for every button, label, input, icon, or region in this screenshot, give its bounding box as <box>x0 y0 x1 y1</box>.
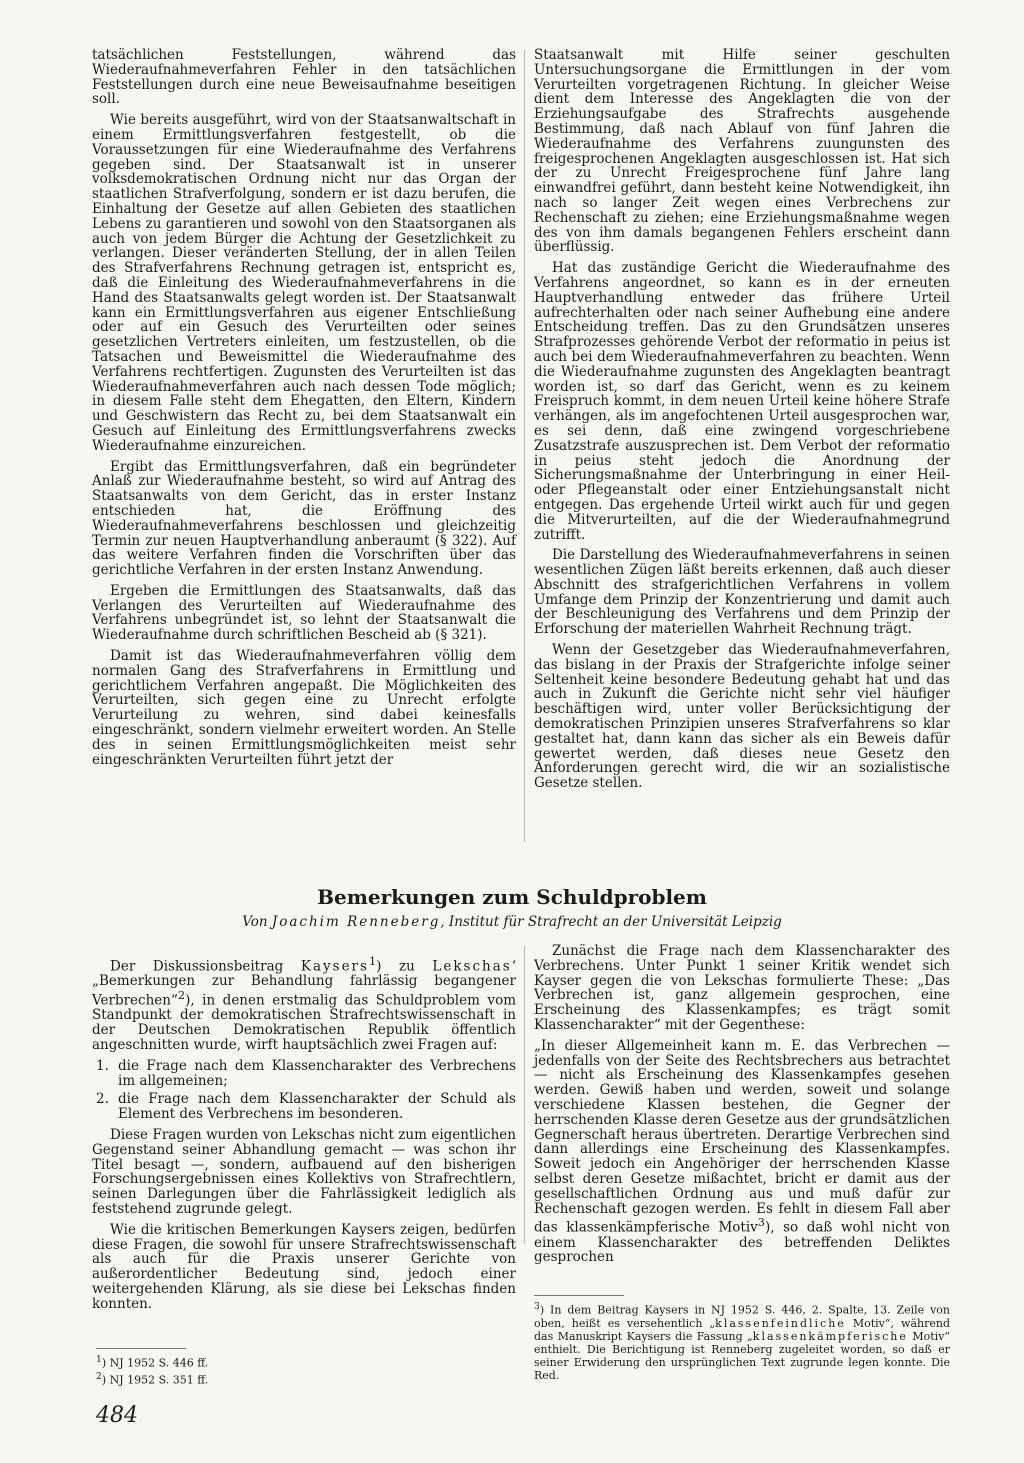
paragraph: Der Diskussionsbeitrag Kaysers$^1$) zu Lekschas‘ „Bemerkungen zur Behandlung fahrlässig begangener Verbrechen“$^2$), in denen erstmalig das Schuldproblem vom Standpunkt der demokratischen Strafrechtswissenschaft in der Deutschen Demokratischen Republik öffentlich angeschnitten wurde, wirft hauptsächlich zwei Fragen auf: <box>92 955 516 1053</box>
footnotes <box>96 1348 396 1386</box>
block-quote: „In dieser Allgemeinheit kann m. E. das Verbrechen — jedenfalls von der Seite des Rechtsbrechers aus betrachtet — nicht als Erscheinung des Klassenkampfes gesehen werden. Gewiß haben und werden, soweit und solange verschiedene Klassen bestehen, die Gegner der herrschenden Klasse deren Gesetze aus der grundsätzlichen Gegnerschaft heraus übertreten. Derartige Verbrechen sind dann allerdings eine Erscheinung des Klassenkampfes. Soweit jedoch ein Angehöriger der herrschenden Klasse selbst deren Gesetze mißachtet, bricht er damit aus der gesellschaftlichen Ordnung aus und muß dafür zur Rechenschaft gezogen werden. Es fehlt in diesem Fall aber das klassenkämpferische Motiv$^3$), so daß wohl nicht von einem Klassencharakter des betreffenden Deliktes gesprochen <box>534 1037 950 1266</box>
article-byline: Von Joachim Renneberg, Institut für Strafrecht an der Universität Leipzig <box>242 914 782 930</box>
paragraph: Hat das zuständige Gericht die Wiederaufnahme des Verfahrens angeordnet, so kann es in der erneuten Hauptverhandlung entweder das frühere Urteil aufrechterhalten oder nach seiner Aufhebung eine andere Entscheidung treffen. Das zu den Grundsätzen unseres Strafprozesses gehörende Verbot der reformatio in peius ist auch bei dem Wiederaufnahmeverfahren zu beachten. Wenn die Wiederaufnahme zugunsten des Angeklagten beantragt worden ist, so darf das Gericht, wenn es zu keinem Freispruch kommt, in dem neuen Urteil keine höhere Strafe verhängen, als im angefochtenen Urteil ausgesprochen war, es sei denn, daß eine zwingend vorgeschriebene Zusatzstrafe auszusprechen ist. Dem Verbot der reformatio in peius steht jedoch die Anordnung der Sicherungsmaßnahme der Unterbringung in einer Heil- oder Pflegeanstalt oder einer Entziehungsanstalt nicht entgegen. Das ergehende Urteil wirkt auch für und gegen die Mitverurteilten, auf die der Wiederaufnahmegrund zutrifft. <box>534 260 950 543</box>
top-left-column <box>92 48 516 773</box>
list-item: 2. die Frage nach dem Klassencharakter der Schuld als Element des Verbrechens im besonderen. <box>96 1091 516 1123</box>
paragraph: Wenn der Gesetzgeber das Wiederaufnahmeverfahren, das bislang in der Praxis der Strafgerichte infolge seiner Seltenheit keine besondere Bedeutung gehabt hat und das auch in Zukunft die Gerichte nicht sehr viel häufiger beschäftigen wird, unter voller Berücksichtigung der demokratischen Prinzipien unseres Strafverfahrens so klar gestaltet hat, dann kann das sicher als ein Beweis dafür gewertet werden, daß dieses neue Gesetz den Anforderungen gerecht wird, die wir an sozialistische Gesetze stellen. <box>534 642 950 792</box>
paragraph: Wie bereits ausgeführt, wird von der Staatsanwaltschaft in einem Ermittlungsverfahren festgestellt, ob die Voraussetzungen für eine Wiederaufnahme des Verfahrens gegeben sind. Der Staatsanwalt ist in unserer volksdemokratischen Ordnung nicht nur das Organ der staatlichen Strafverfolgung, sondern er ist dazu berufen, die Einhaltung der Gesetze auf allen Gebieten des staatlichen Lebens zu garantieren und sowohl von den Staatsorganen als auch von jedem Bürger die Achtung der Gesetzlichkeit zu verlangen. Dieser veränderten Stellung, der in allen Teilen des Strafverfahrens Rechnung getragen ist, entspricht es, daß die Einleitung des Wiederaufnahmeverfahrens in die Hand des Staatsanwalts gelegt worden ist. Der Staatsanwalt kann ein Ermittlungsverfahren aus eigener Entschließung oder auf ein Gesuch des Verurteilten oder seines gesetzlichen Vertreters einleiten, um festzustellen, ob die Tatsachen und Beweismittel die Wiederaufnahme des Verfahrens rechtfertigen. Zugunsten des Verurteilten ist das Wiederaufnahmeverfahren auch nach dessen Tode möglich; in diesem Falle steht dem Ehegatten, den Eltern, Kindern und Geschwistern das Recht zu, bei dem Staatsanwalt ein Gesuch auf Einleitung des Ermittlungsverfahrens zwecks Wiederaufnahme einzureichen. <box>92 112 516 454</box>
numbered-list <box>92 1059 516 1122</box>
article-title: Bemerkungen zum Schuldproblem <box>317 885 707 909</box>
bottom-right-column <box>534 944 950 1271</box>
footnote-ref: 1 <box>368 955 377 968</box>
page-number: 484 <box>96 1403 138 1428</box>
paragraph: Die Darstellung des Wiederaufnahmeverfahrens in seinen wesentlichen Zügen läßt bereits erkennen, daß auch dieser Abschnitt des strafgerichtlichen Verfahrens in vollem Umfange dem Prinzip der Konzentrierung und damit auch der Beschleunigung des Verfahrens und dem Prinzip der Erforschung der materiellen Wahrheit Rechnung trägt. <box>534 547 950 638</box>
top-right-column <box>534 48 950 797</box>
footnote-2: $^2$) NJ 1952 S. 351 ff. <box>96 1370 209 1387</box>
list-item: 1. die Frage nach dem Klassencharakter des Verbrechens im allgemeinen; <box>96 1057 516 1089</box>
paragraph: Damit ist das Wiederaufnahmeverfahren völlig dem normalen Gang des Strafverfahrens in Ermittlung und gerichtlichem Verfahren angepaßt. Die Möglichkeiten des Verurteilten, sich gegen eine zu Unrecht erfolgte Verurteilung zu wehren, sind dabei keinesfalls eingeschränkt, sondern vielmehr erweitert worden. An Stelle des in seinen Ermittlungsmöglichkeiten meist sehr eingeschränkten Verurteilten führt jetzt der <box>92 648 516 768</box>
author-name: Joachim Renneberg <box>271 914 441 930</box>
paragraph: Diese Fragen wurden von Lekschas nicht zum eigentlichen Gegenstand seiner Abhandlung gemacht — was schon ihr Titel besagt —, sondern, aufbauend auf den bisherigen Forschungsergebnissen eines Kollektivs von Strafrechtlern, seinen Darlegungen über die Fahrlässigkeit lediglich als feststehend zugrunde gelegt. <box>92 1126 516 1217</box>
bottom-left-column <box>92 955 516 1318</box>
paragraph: Wie die kritischen Bemerkungen Kaysers zeigen, bedürfen diese Fragen, die sowohl für unsere Strafrechtswissenschaft als auch für die Praxis unserer Gerichte von außerordentlicher Bedeutung sind, jedoch einer weitergehenden Klärung, als sie diese bei Lekschas finden konnten. <box>92 1221 516 1312</box>
paragraph: tatsächlichen Feststellungen, während das Wiederaufnahmeverfahren Fehler in den tatsächlichen Feststellungen durch eine neue Beweisaufnahme beseitigen soll. <box>92 47 516 108</box>
paragraph: Ergibt das Ermittlungsverfahren, daß ein begründeter Anlaß zur Wiederaufnahme besteht, so wird auf Antrag des Staatsanwalts von dem Gericht, das in erster Instanz entschieden hat, die Eröffnung des Wiederaufnahmeverfahrens beschlossen und gleichzeitig Termin zur neuen Hauptverhandlung anberaumt (§ 322). Auf das weitere Verfahren finden die Vorschriften über das gerichtliche Verfahren in der ersten Instanz Anwendung. <box>92 458 516 579</box>
footnote-rule <box>534 1295 624 1296</box>
footnote-1: $^1$) NJ 1952 S. 446 ff. <box>96 1354 209 1370</box>
paragraph: Staatsanwalt mit Hilfe seiner geschulten Untersuchungsorgane die Ermittlungen in der vom Verurteilten vorgetragenen Richtung. In gleicher Weise dient dem Interesse des Angeklagten die von der Erziehungsaufgabe des Strafrechts ausgehende Bestimmung, daß nach Ablauf von fünf Jahren die Wiederaufnahme des Verfahrens zuungunsten des freigesprochenen Angeklagten ausgeschlossen ist. Hat sich der zu Unrecht Freigesprochene fünf Jahre lang einwandfrei geführt, dann besteht keine Notwendigkeit, ihn nach so langer Zeit wegen eines Verbrechens zur Rechenschaft zu ziehen; eine Erziehungsmaßnahme wegen des von ihm damals begangenen Fehlers erscheint dann überflüssig. <box>534 47 950 256</box>
footnote-ref: 2 <box>177 989 186 1003</box>
footnote-3: $^3$) In dem Beitrag Kaysers in NJ 1952 S. 446, 2. Spalte, 13. Zeile von oben, heißt es versehentlich „klassenfeindliche Motiv“, während das Manuskript Kaysers die Fassung „klassenkämpferische Motiv“ enthielt. Die Berichtigung ist Renneberg zugeleitet worden, so daß er seiner Erwiderung den ursprünglichen Text zugrunde legen konnte. Die Red. <box>534 1295 950 1382</box>
column-divider <box>524 50 525 842</box>
footnote-rule <box>96 1348 186 1349</box>
column-divider <box>524 946 525 1244</box>
paragraph: Zunächst die Frage nach dem Klassencharakter des Verbrechens. Unter Punkt 1 seiner Kritik wendet sich Kayser gegen die von Lekschas formulierte These: „Das Verbrechen ist, ganz allgemein gesprochen, eine Erscheinung des Klassenkampfes; es trägt somit Klassencharakter“ mit der Gegenthese: <box>534 943 950 1033</box>
footnote-ref: 3 <box>757 1216 765 1230</box>
paragraph: Ergeben die Ermittlungen des Staatsanwalts, daß das Verlangen des Verurteilten auf Wiederaufnahme des Verfahrens unbegründet ist, so lehnt der Staatsanwalt die Wiederaufnahme durch schriftlichen Bescheid ab (§ 321). <box>92 582 516 644</box>
